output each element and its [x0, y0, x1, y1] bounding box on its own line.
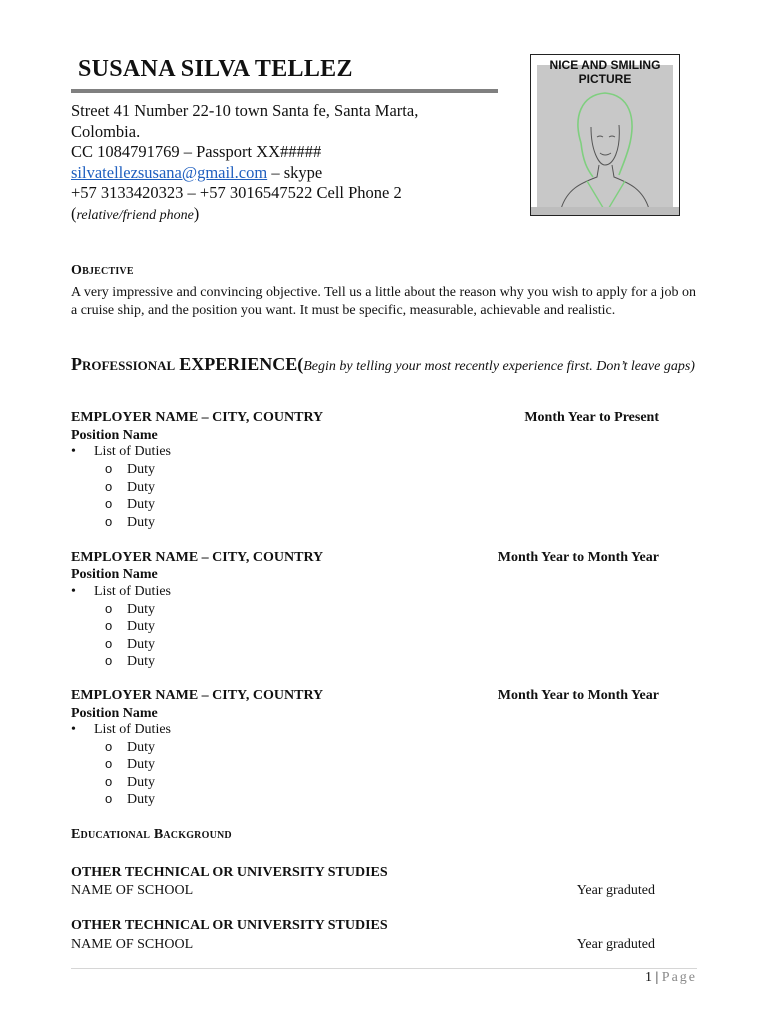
- objective-heading: Objective: [71, 263, 134, 278]
- duty-item: [105, 461, 155, 478]
- duties-list-label: List of Duties: [94, 444, 171, 459]
- sub-bullet-icon: o: [105, 636, 113, 651]
- sub-bullet-icon: o: [105, 461, 113, 476]
- phone-note-line: [71, 204, 511, 227]
- id-line: CC 1084791769 – Passport XX#####: [71, 142, 322, 161]
- portrait-sketch-icon: [537, 65, 673, 211]
- sub-bullet-icon: o: [105, 774, 113, 789]
- sub-bullet-icon: o: [105, 601, 113, 616]
- footer-divider: [71, 968, 697, 969]
- education-row: [71, 883, 655, 899]
- position-name: Position Name: [71, 428, 158, 443]
- email-line: [71, 163, 511, 184]
- duty-item: [105, 618, 155, 635]
- job-header: [71, 688, 659, 704]
- position-name: Position Name: [71, 706, 158, 721]
- duty-item: [105, 496, 155, 513]
- duty-text: Duty: [127, 515, 155, 530]
- duty-text: Duty: [127, 602, 155, 617]
- email-link[interactable]: silvatellezsusana@gmail.com: [71, 162, 268, 182]
- page-footer: [71, 970, 697, 986]
- contact-block: [71, 101, 511, 226]
- duty-item: [105, 636, 155, 653]
- job-dates: Month Year to Present: [524, 410, 659, 425]
- duty-text: Duty: [127, 792, 155, 807]
- duties-list-item: [71, 722, 171, 738]
- sub-bullet-icon: o: [105, 756, 113, 771]
- experience-heading-a: Professional: [71, 354, 176, 374]
- candidate-name: SUSANA SILVA TELLEZ: [78, 56, 353, 82]
- school-name: NAME OF SCHOOL: [71, 883, 194, 898]
- duty-item: [105, 653, 155, 670]
- photo-caption-line-2: PICTURE: [578, 72, 632, 86]
- address-line-2: Colombia.: [71, 121, 141, 141]
- sub-bullet-icon: o: [105, 618, 113, 633]
- education-heading: Educational Background: [71, 827, 232, 842]
- address-line-1: Street 41 Number 22-10 town Santa fe, Santa Marta,: [71, 101, 419, 120]
- duty-text: Duty: [127, 480, 155, 495]
- sub-bullet-icon: o: [105, 739, 113, 754]
- duty-text: Duty: [127, 619, 155, 634]
- experience-heading-paren: (: [297, 354, 304, 374]
- photo-caption: [531, 58, 679, 86]
- school-name: NAME OF SCHOOL: [71, 937, 194, 952]
- graduation-year: Year graduted: [576, 937, 655, 952]
- sub-bullet-icon: o: [105, 479, 113, 494]
- page-label: Page: [661, 970, 697, 985]
- photo-image: [537, 65, 673, 211]
- name-underline: [71, 89, 498, 93]
- duty-text: Duty: [127, 757, 155, 772]
- page-number: 1: [644, 970, 652, 985]
- education-row: [71, 937, 655, 953]
- sub-bullet-icon: o: [105, 791, 113, 806]
- duty-text: Duty: [127, 637, 155, 652]
- duty-item: [105, 479, 155, 496]
- employer-name: EMPLOYER NAME – CITY, COUNTRY: [71, 410, 324, 425]
- phone-note-open: (: [71, 203, 77, 223]
- job-dates: Month Year to Month Year: [497, 550, 659, 565]
- job-header: [71, 550, 659, 566]
- photo-caption-line-1: NICE AND SMILING: [549, 58, 661, 72]
- photo-bottom-band: [531, 207, 679, 215]
- education-title: OTHER TECHNICAL OR UNIVERSITY STUDIES: [71, 918, 388, 933]
- photo-placeholder: [530, 54, 680, 216]
- bullet-icon: •: [71, 444, 76, 459]
- experience-heading: [71, 355, 696, 376]
- sub-bullet-icon: o: [105, 514, 113, 529]
- bullet-icon: •: [71, 584, 76, 599]
- objective-text: A very impressive and convincing objective. Tell us a little about the reason why you wish to apply for a job on a cruise ship, and the position you want. It must be specific, measurable, achievable and realistic.: [71, 285, 696, 318]
- duty-item: [105, 774, 155, 791]
- duties-list-label: List of Duties: [94, 584, 171, 599]
- experience-heading-b: EXPERIENCE: [179, 354, 298, 374]
- sub-bullet-icon: o: [105, 496, 113, 511]
- page-separator: |: [651, 970, 662, 985]
- duty-text: Duty: [127, 740, 155, 755]
- education-title: OTHER TECHNICAL OR UNIVERSITY STUDIES: [71, 865, 388, 880]
- duties-list-label: List of Duties: [94, 722, 171, 737]
- employer-name: EMPLOYER NAME – CITY, COUNTRY: [71, 550, 324, 565]
- job-header: [71, 410, 659, 426]
- bullet-icon: •: [71, 722, 76, 737]
- sub-bullet-icon: o: [105, 653, 113, 668]
- phone-line: +57 3133420323 – +57 3016547522 Cell Phone 2: [71, 183, 402, 202]
- graduation-year: Year graduted: [576, 883, 655, 898]
- employer-name: EMPLOYER NAME – CITY, COUNTRY: [71, 688, 324, 703]
- duty-text: Duty: [127, 654, 155, 669]
- duty-item: [105, 791, 155, 808]
- duty-text: Duty: [127, 462, 155, 477]
- position-name: Position Name: [71, 567, 158, 582]
- duty-item: [105, 739, 155, 756]
- phone-note-close: ): [193, 203, 200, 223]
- experience-note: Begin by telling your most recently experience first. Don’t leave gaps): [303, 359, 695, 374]
- duty-item: [105, 756, 155, 773]
- duty-text: Duty: [127, 497, 155, 512]
- duty-item: [105, 514, 155, 531]
- phone-note: relative/friend phone: [76, 207, 194, 223]
- job-dates: Month Year to Month Year: [497, 688, 659, 703]
- duty-item: [105, 601, 155, 618]
- email-suffix: – skype: [267, 162, 323, 182]
- duty-text: Duty: [127, 775, 155, 790]
- duties-list-item: [71, 584, 171, 600]
- duties-list-item: [71, 444, 171, 460]
